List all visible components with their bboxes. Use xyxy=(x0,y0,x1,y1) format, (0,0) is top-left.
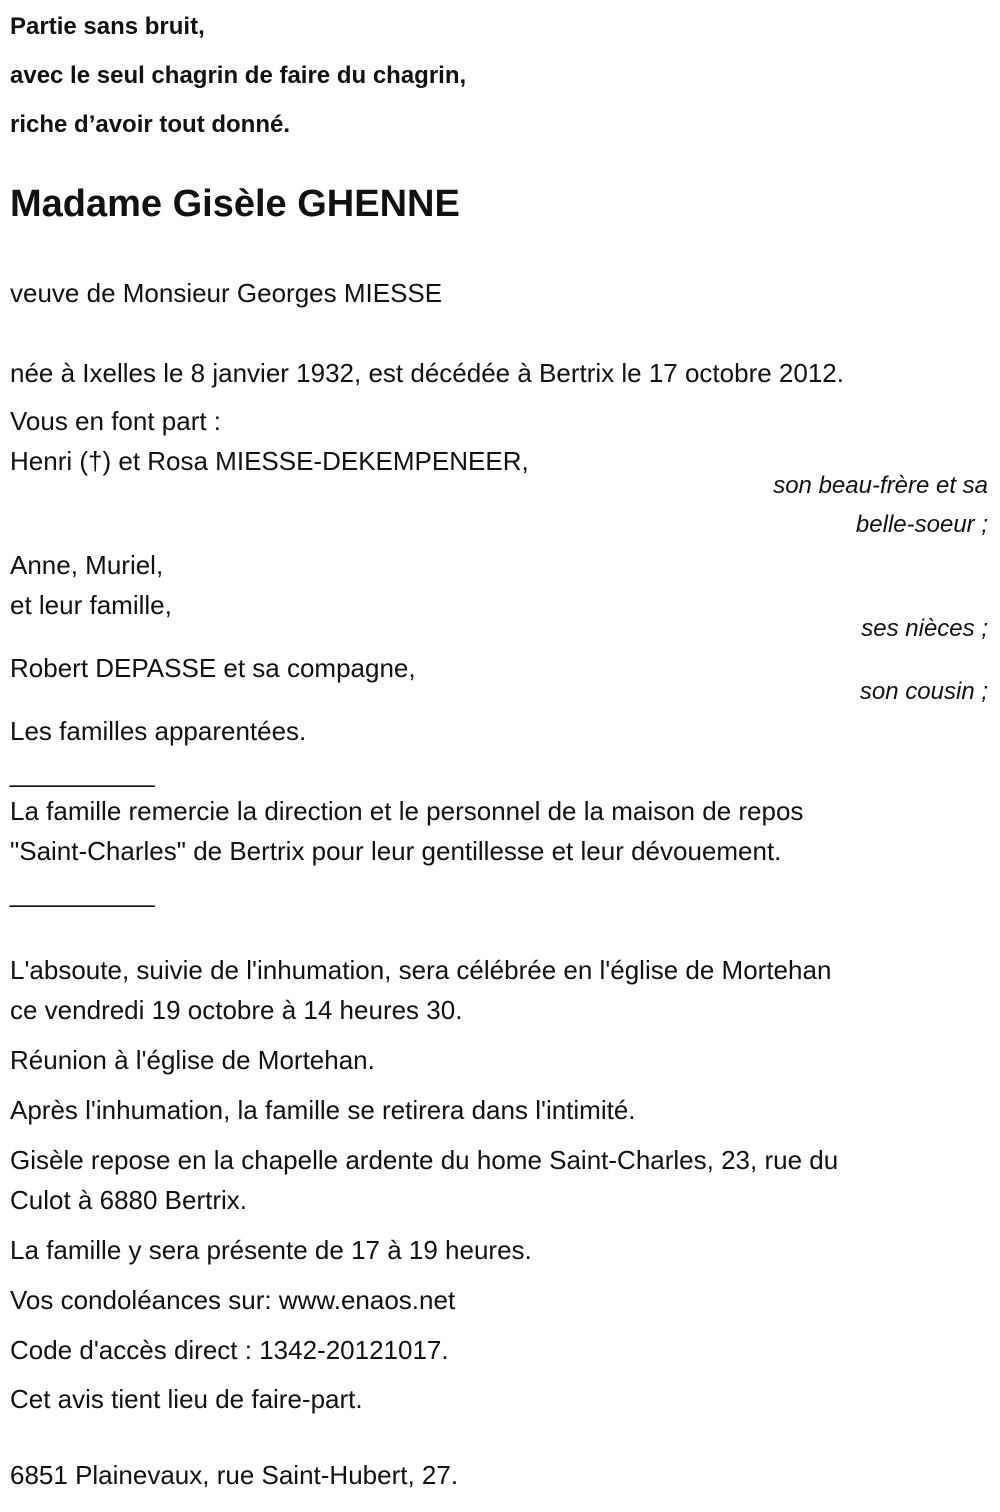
deceased-name: Madame Gisèle GHENNE xyxy=(10,183,460,225)
thanks-line: "Saint-Charles" de Bertrix pour leur gentillesse et leur dévouement. xyxy=(10,836,782,866)
family-names: Henri (†) et Rosa MIESSE-DEKEMPENEER, xyxy=(10,446,529,476)
separator: __________ xyxy=(10,758,155,788)
spouse-line: veuve de Monsieur Georges MIESSE xyxy=(10,278,443,308)
separator: __________ xyxy=(10,878,155,908)
rest-line: Gisèle repose en la chapelle ardente du home Saint-Charles, 23, rue du xyxy=(10,1145,839,1175)
ceremony-line: ce vendredi 19 octobre à 14 heures 30. xyxy=(10,995,463,1025)
epigraph-line: riche d’avoir tout donné. xyxy=(10,111,291,138)
ceremony-line: L'absoute, suivie de l'inhumation, sera célébrée en l'église de Mortehan xyxy=(10,955,832,985)
condolences-line: Vos condoléances sur: www.enaos.net xyxy=(10,1285,456,1315)
family-relation: ses nièces ; xyxy=(861,615,988,642)
family-names: Anne, Muriel, xyxy=(10,550,164,580)
rest-line: Culot à 6880 Bertrix. xyxy=(10,1185,248,1215)
birth-death-line: née à Ixelles le 8 janvier 1932, est décédée à Bertrix le 17 octobre 2012. xyxy=(10,358,844,388)
family-names: Robert DEPASSE et sa compagne, xyxy=(10,653,416,683)
related-families: Les familles apparentées. xyxy=(10,716,307,746)
notice-line: Cet avis tient lieu de faire-part. xyxy=(10,1384,363,1414)
address-line: 6851 Plainevaux, rue Saint-Hubert, 27. xyxy=(10,1460,459,1490)
family-names: et leur famille, xyxy=(10,590,172,620)
meeting-line: Réunion à l'église de Mortehan. xyxy=(10,1045,375,1075)
epigraph-line: avec le seul chagrin de faire du chagrin, xyxy=(10,62,467,89)
epigraph-line: Partie sans bruit, xyxy=(10,13,205,40)
thanks-line: La famille remercie la direction et le personnel de la maison de repos xyxy=(10,796,804,826)
family-relation: son beau-frère et sa xyxy=(773,472,988,499)
announcers-intro: Vous en font part : xyxy=(10,406,222,436)
after-line: Après l'inhumation, la famille se retirera dans l'intimité. xyxy=(10,1095,636,1125)
family-relation: belle-soeur ; xyxy=(855,511,988,538)
access-code-line: Code d'accès direct : 1342-20121017. xyxy=(10,1335,449,1365)
presence-line: La famille y sera présente de 17 à 19 heures. xyxy=(10,1235,532,1265)
family-relation: son cousin ; xyxy=(859,678,988,705)
